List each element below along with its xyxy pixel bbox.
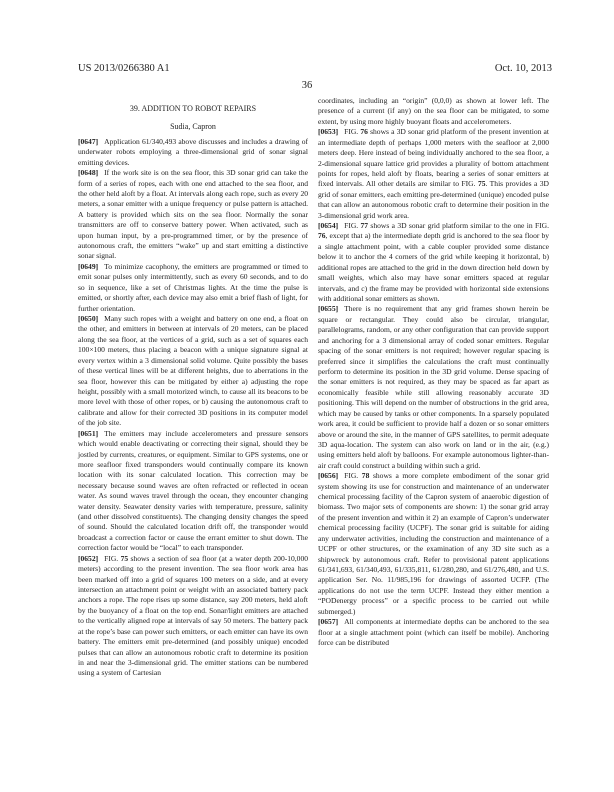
section-title: 39. ADDITION TO ROBOT REPAIRS xyxy=(129,104,257,113)
right-column xyxy=(318,96,549,648)
left-column xyxy=(78,98,308,679)
paragraph-number: [0656] xyxy=(318,471,339,481)
paragraph-text: All components at intermediate depths can be anchored to the sea floor at a single attachment point (which can itself be mobile). Anchoring force can be distributed xyxy=(318,617,549,647)
paragraph-text: The emitters may include accelerometers and pressure sensors which would enable deactivating or correcting their signal, should they be jostled by currents, creatures, or equipment. Similar to GPS systems, one or more seafloor fixed transponders would continually compare its known location with its sonar calculated location. This correction may be necessary because sound waves are often refracted or reflected in ocean water. As sound waves travel through the ocean, they encounter changing water density. Seawater density varies with temperature, pressure, salinity (and other dissolved constituents). The changing density changes the speed of sound. Should the calculated location drift off, the transponder would broadcast a correction factor or cause the errant emitter to shut down. The correction factor would be “local” to each transponder. xyxy=(78,428,308,553)
paragraph xyxy=(78,262,308,314)
figure-reference: 78 xyxy=(361,471,370,481)
paragraph xyxy=(318,127,549,221)
paragraph-number: [0653] xyxy=(318,127,339,137)
paragraph-text: . This provides a 3D grid of sonar emitters, each emitting pre-determined (unique) encoded pulse that can allow an autonomous robotic craft to determine their position in the 3-dimensional grid work area. xyxy=(318,179,550,220)
page-number: 36 xyxy=(301,80,313,91)
paragraph-text: There is no requirement that any grid frames shown herein be square or rectangular. They could also be circular, triangular, parallelograms, random, or any other configuration that can provide support and anchoring for a 3 dimensional array of coded sonar emitters. Regular spacing of the sonar emitters is not required; however regular spacing is preferred since it simplifies the calculations the craft must continually perform to determine its position in the 3D grid volume. Dense spacing of the sonar emitters is not required, as they may be spaced as far apart as economically feasible while still allowing reasonably accurate 3D positioning. This will depend on the number of obstructions in the grid area, which may be caused by tanks or other components. In a sparsely populated work area, it could be sufficient to provide half a dozen or so sonar emitters above or around the site, in the manner of GPS satellites, to permit adequate 3D aqua-location. The system can also work on land or in the air, (e.g.) using emitters held aloft by balloons. For example autonomous lighter-than-air craft could construct a building within such a grid. xyxy=(318,304,549,470)
paragraph xyxy=(78,137,308,168)
publication-number: US 2013/0266380 A1 xyxy=(78,63,170,74)
paragraph xyxy=(318,221,549,304)
paragraph-number: [0652] xyxy=(78,553,99,563)
paragraph-text: shows a 3D sonar grid platform of the present invention at an intermediate depth of perhaps 1,000 meters with the seafloor at 2,000 meters deep. Here instead of being individually anchored to the sea floor, a 2-dimensional square lattice grid provides a plurality of bottom attachment points for ropes, held aloft by floats, bearing a series of sonar emitters at fixed intervals. All other details are similar to FIG. xyxy=(318,127,549,189)
paragraph-number: [0655] xyxy=(318,304,339,314)
paragraph xyxy=(78,554,308,679)
paragraph xyxy=(318,304,549,471)
figure-reference: 76 xyxy=(360,127,368,137)
paragraph-number: [0649] xyxy=(78,261,99,271)
paragraph-text: FIG. xyxy=(344,127,361,137)
paragraph-number: [0657] xyxy=(318,617,339,627)
figure-reference: 75 xyxy=(477,179,486,189)
paragraph xyxy=(78,429,308,554)
paragraph xyxy=(318,96,549,127)
paragraph-text: FIG. xyxy=(344,471,362,481)
paragraph-text: shows a 3D sonar grid platform similar to the one in FIG. xyxy=(368,221,549,231)
paragraph-text: If the work site is on the sea floor, this 3D sonar grid can take the form of a series of ropes, each with one end attached to the sea floor, and the other held aloft by a float. At intervals along each rope, such as every 20 meters, a sonar emitter with a unique frequency or pulse pattern is attached. A battery is provided which sits on the sea floor. Normally the sonar transmitters are off to conserve battery power. When activated, such as upon human input, by a pre-programmed timer, or by the presence of autonomous craft, the emitters “wake” up and start emitting a distinctive sonar signal. xyxy=(78,168,308,261)
paragraph-number: [0654] xyxy=(318,221,339,231)
paragraph-text: Many such ropes with a weight and battery on one end, a float on the other, and emitters in between at intervals of 20 meters, can be placed along the sea floor, at the vertices of a grid, such as a set of squares each 100×100 meters, thus placing a beacon with a unique signature signal at every vertex within a 3 dimensional solid volume. Quite possibly the bases of these vertical lines will be at different heights, due to aberrations in the sea floor, however this can be mitigated by either a) adjusting the rope height, possibly with a small motorized winch, to cause all its beacons to be more level with those of other ropes, or b) causing the autonomous craft to calibrate and allow for their corrected 3D positions in its computer model of the job site. xyxy=(78,314,308,428)
paragraph-number: [0650] xyxy=(78,314,99,324)
paragraph-number: [0647] xyxy=(78,136,99,146)
paragraph-text: coordinates, including an “origin” (0,0,0) as shown at lower left. The presence of a current (if any) on the sea floor can be mitigated, to some extent, by using more highly buoyant floats and accelerometers. xyxy=(318,96,549,126)
paragraph xyxy=(78,314,308,429)
publication-date: Oct. 10, 2013 xyxy=(494,63,552,74)
paragraph xyxy=(78,168,308,262)
figure-reference: 77 xyxy=(360,221,369,231)
figure-reference: 75 xyxy=(120,553,129,563)
paragraph-text: shows a section of sea floor (at a water depth 200-10,000 meters) according to the present invention. The sea floor work area has been marked off into a grid of squares 100 meters on a side, and at every intersection an attachment point or weight with an associated battery pack anchors a rope. The rope rises up some distance, say 200 meters, held aloft by the buoyancy of a float on the top end. Sonar/light emitters are attached to the vertically aligned rope at intervals of say 50 meters. The battery pack at the rope’s base can power such emitters, or each emitter can have its own battery. The emitters emit pre-determined (and possibly unique) encoded pulses that can allow an autonomous robotic craft to determine its position in and near the 3-dimensional grid. The emitter stations can be numbered using a system of Cartesian xyxy=(78,553,308,678)
paragraph-text: To minimize cacophony, the emitters are programmed or timed to emit sonar pulses only intermittently, such as every 60 seconds, and to do so in sequence, like a set of Christmas lights. At the time the pulse is emitted, or shortly after, each device may also emit a brief flash of light, for further orientation. xyxy=(78,261,308,313)
paragraph-text: Application 61/340,493 above discusses and includes a drawing of underwater robots employing a three-dimensional grid of sonar signal emitting devices. xyxy=(78,136,308,167)
section-authors: Sudia, Capron xyxy=(170,122,216,132)
paragraph-text: FIG. xyxy=(104,553,121,563)
paragraph-number: [0651] xyxy=(78,428,99,438)
paragraph-text: shows a more complete embodiment of the sonar grid system showing its use for construction and maintenance of an underwater chemical processing facility of the Capron system of anaerobic digestion of biomass. Two major sets of components are shown: 1) the sonar grid array of the present invention and within it 2) an example of Capron’s underwater chemical processing facility (UCPF). The sonar grid is suitable for aiding any underwater activities, including the construction and maintenance of a UCPF or other structures, or the examination of any 3D site such as a shipwreck by autonomous craft. Refer to provisional patent applications 61/341,693, 61/340,493, 61/335,811, 61/280,280, and 61/276,480, and U.S. application Ser. No. 11/985,196 for drawings of assorted UCFP. (The applications do not use the term UCPF. Instead they either mention a “PODenergy process” or a specific process to be carried out while submerged.) xyxy=(318,471,550,616)
figure-reference: 76 xyxy=(318,231,326,241)
paragraph-number: [0648] xyxy=(78,168,99,178)
paragraph-text: FIG. xyxy=(344,221,361,231)
paragraph-text: , except that a) the intermediate depth grid is anchored to the sea floor by a single attachment point, with a cable coupler provided some distance below it to anchor the 4 corners of the grid while keeping it horizontal, b) additional ropes are attached to the grid in the down direction held down by small weights, which also may have sonar emitters spaced at regular intervals, and c) the frame may be provided with horizontal side extensions with additional sonar emitters as shown. xyxy=(318,231,549,304)
paragraph xyxy=(318,617,549,648)
paragraph xyxy=(318,471,549,617)
